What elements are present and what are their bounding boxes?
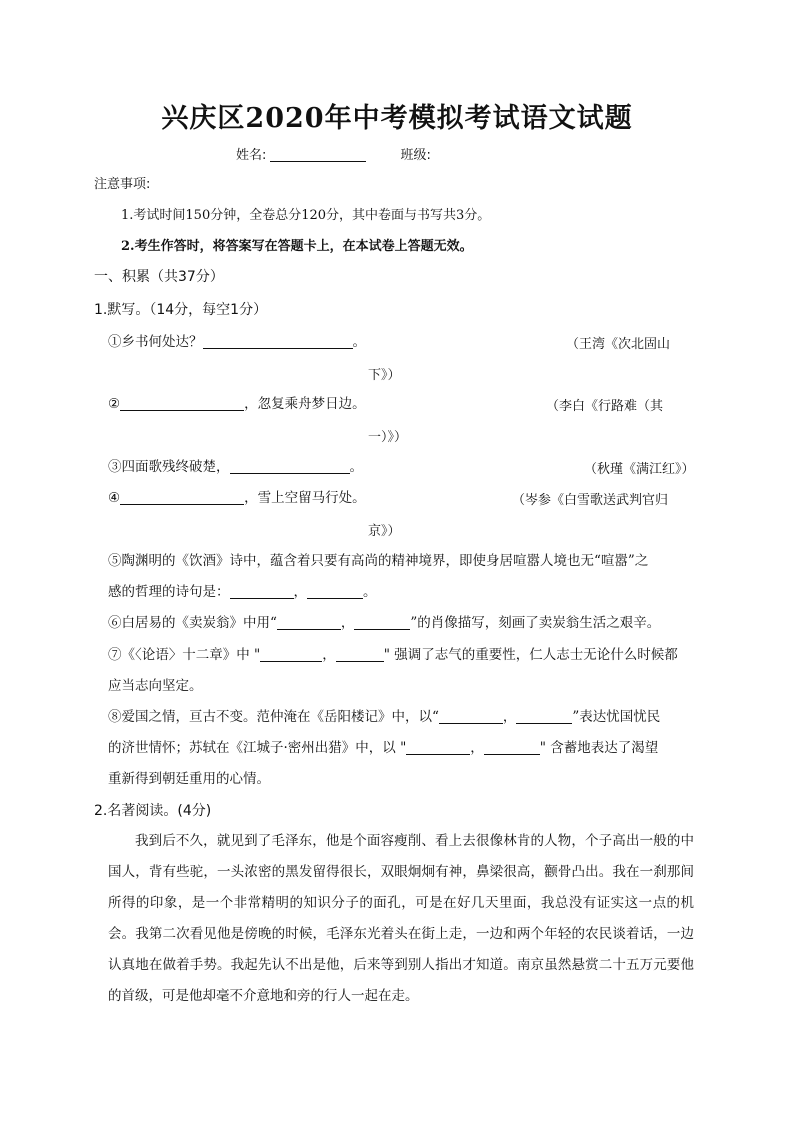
class-label: 班级: [400, 148, 431, 163]
name-blank [270, 149, 366, 162]
answer-blank [336, 648, 384, 662]
q1-item-7-line-1: ⑦《〈论语〉十二章》中 " ， " 强调了志气的重要性，仁人志士无论什么时候都 [108, 647, 678, 663]
notice-item-2: 2.考生作答时，将答案写在答题卡上，在本试卷上答题无效。 [121, 239, 473, 254]
answer-blank [307, 585, 363, 599]
notice-heading: 注意事项: [94, 177, 151, 192]
q1-item-2-source: （李白《行路难（其 [546, 399, 664, 414]
q1-item-8-line-3: 重新得到朝廷重用的心情。 [108, 771, 270, 787]
answer-blank [277, 616, 341, 630]
answer-blank [120, 397, 244, 411]
answer-blank [230, 460, 350, 474]
answer-blank [406, 741, 470, 755]
answer-blank [484, 741, 540, 755]
q1-item-1: ①乡书何处达？ 。 [108, 334, 366, 350]
section-heading-1: 一、积累（共37分） [94, 269, 224, 285]
q1-item-1-source: （王湾《次北固山 [566, 337, 671, 352]
q1-item-2-source-cont: 一）》） [368, 430, 408, 445]
q1-item-2: ② ，忽复乘舟梦日边。 [108, 396, 366, 412]
answer-blank [230, 585, 294, 599]
q1-item-7-line-2: 应当志向坚定。 [108, 678, 203, 694]
answer-blank [354, 616, 410, 630]
q1-item-8-line-2: 的济世情怀；苏轼在《江城子·密州出猎》中，以 " ， " 含蓄地表达了渴望 [108, 740, 659, 756]
q1-item-3-source: （秋瑾《满江红》） [584, 462, 695, 477]
question-1-heading: 1.默写。（14分，每空1分） [94, 302, 268, 318]
q1-item-1-source-cont: 下》） [368, 368, 401, 383]
q1-item-3: ③四面歌残终破楚， 。 [108, 459, 363, 475]
answer-blank [120, 491, 244, 505]
q1-item-4: ④ ，雪上空留马行处。 [108, 490, 366, 506]
name-label: 姓名: [236, 148, 267, 163]
answer-blank [516, 710, 572, 724]
q1-item-4-source-cont: 京》） [368, 524, 401, 539]
page-title: 兴庆区2020年中考模拟考试语文试题 [161, 103, 633, 134]
q1-item-4-source: （岑参《白雪歌送武判官归 [512, 493, 669, 508]
q1-item-6: ⑥白居易的《卖炭翁》中用“ ， ”的肖像描写，刻画了卖炭翁生活之艰辛。 [108, 615, 661, 631]
student-info-line [236, 144, 431, 163]
notice-item-1: 1.考试时间150分钟，全卷总分120分，其中卷面与书写共3分。 [121, 208, 491, 223]
q1-item-5-line-1: ⑤陶渊明的《饮酒》诗中，蕴含着只要有高尚的精神境界，即使身居喧嚣人境也无“喧嚣”之 [108, 553, 649, 569]
answer-blank [203, 335, 353, 349]
answer-blank [260, 648, 322, 662]
reading-passage: 我到后不久，就见到了毛泽东，他是个面容瘦削、看上去很像林肯的人物，个子高出一般的中国人，背有些驼，一头浓密的黑发留得很长，双眼炯炯有神，鼻梁很高，颧骨凸出。我在一刹那间所得的印象，是一个非常精明的知识分子的面孔，可是在好几天里面，我总没有证实这一点的机会。我第二次看见他是傍晚的时候，毛泽东光着头在街上走，一边和两个年轻的农民谈着话，一边认真地在做着手势。我起先认不出是他，后来等到别人指出才知道。南京虽然悬赏二十五万元要他的首级，可是他却毫不介意地和旁的行人一起在走。 [108, 833, 694, 1004]
q1-item-5-line-2: 感的哲理的诗句是： ， 。 [108, 584, 377, 600]
question-2-heading: 2.名著阅读。(4分) [94, 803, 212, 819]
answer-blank [439, 710, 503, 724]
q1-item-8-line-1: ⑧爱国之情，亘古不变。范仲淹在《岳阳楼记》中，以“ ， ”表达忧国忧民 [108, 709, 661, 725]
